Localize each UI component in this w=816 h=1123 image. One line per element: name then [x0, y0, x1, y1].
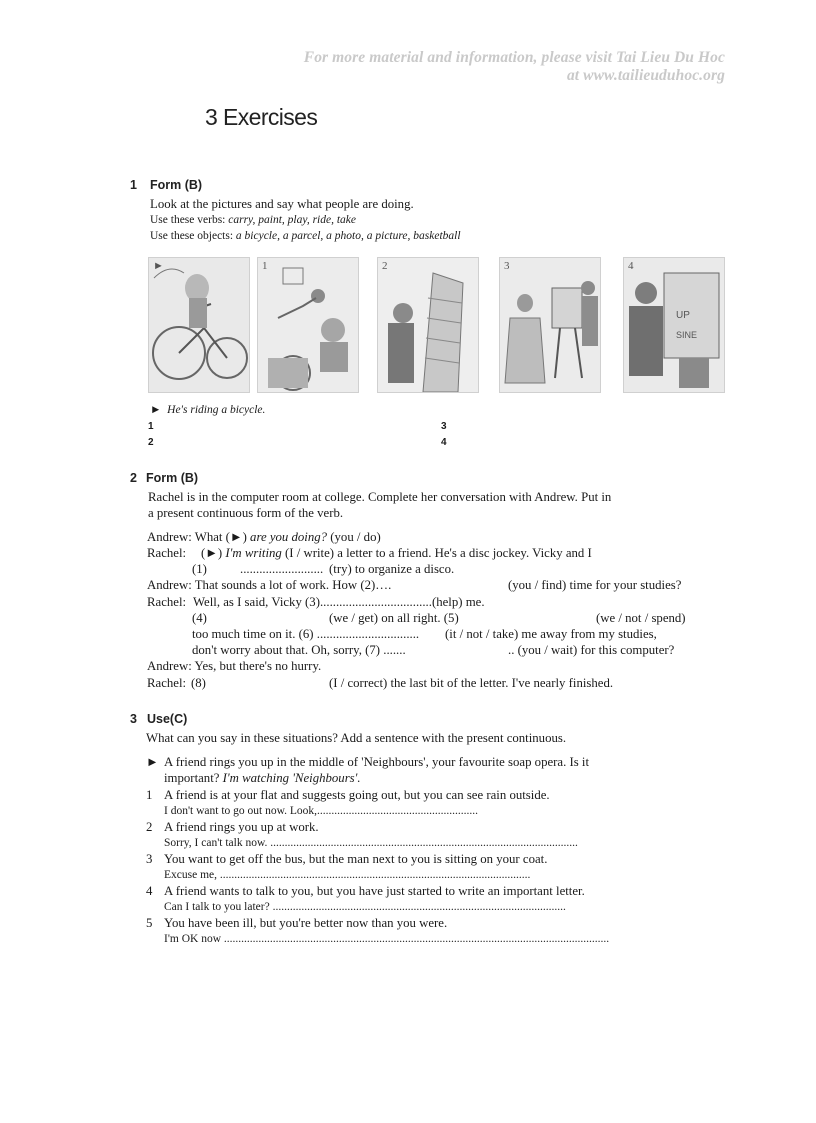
- picture-label: 4: [628, 260, 634, 272]
- answer-1-number: 1: [148, 421, 154, 432]
- chapter-title: 3 Exercises: [205, 104, 318, 130]
- objects-list: a bicycle, a parcel, a photo, a picture, basketball: [235, 230, 461, 242]
- picture-label: 1: [262, 260, 268, 272]
- painting-drawing: [500, 258, 600, 392]
- blank-1-number: (1): [192, 562, 207, 576]
- section-3-number: 3: [130, 712, 137, 726]
- section-1-instruction: Look at the pictures and say what people are doing.: [150, 197, 414, 211]
- dialogue-text: Andrew: What (►): [147, 530, 251, 544]
- verbs-list: carry, paint, play, ride, take: [228, 214, 357, 226]
- bicycle-scene-image: [148, 257, 250, 393]
- painting-scene-image: [499, 257, 601, 393]
- dialogue-text: (you / do): [327, 530, 381, 544]
- item-1-situation: A friend is at your flat and suggests going out, but you can see rain outside.: [164, 788, 550, 802]
- arrow-marker-icon: ►: [150, 404, 162, 416]
- section-1-title: Form (B): [150, 178, 203, 192]
- picture-label: ►: [153, 260, 164, 272]
- dialogue-line-6b: (we / get) on all right. (5): [329, 611, 459, 625]
- example-row: [150, 404, 265, 416]
- section-2-title: Form (B): [146, 471, 199, 485]
- example-answer: He's riding a bicycle.: [167, 404, 266, 416]
- dialogue-line-7a: too much time on it. (6) ................................: [192, 627, 420, 641]
- blank-8-number: (8): [191, 676, 206, 690]
- section-1-objects: [150, 230, 461, 242]
- item-3-answer-line: Excuse me, ............................................................................................................: [164, 869, 531, 881]
- item-3-situation: You want to get off the bus, but the man next to you is sitting on your coat.: [164, 852, 548, 866]
- tower-drawing: [378, 258, 478, 392]
- item-5-number: 5: [146, 916, 153, 930]
- watermark-line-2: at www.tailieuduhoc.org: [566, 67, 725, 84]
- answer-3-number: 3: [441, 421, 447, 432]
- section-3-instruction: What can you say in these situations? Add a sentence with the present continuous.: [146, 731, 567, 745]
- bicycle-drawing: [149, 258, 249, 392]
- section-1-verbs: [150, 214, 356, 226]
- item-4-situation: A friend wants to talk to you, but you have just started to write an important letter.: [164, 884, 585, 898]
- dialogue-line-8b: .. (you / wait) for this computer?: [508, 643, 675, 657]
- dialogue-text: (►): [201, 546, 226, 560]
- section-3-example-marker: ►: [146, 755, 159, 769]
- item-4-answer-line: Can I talk to you later? ......................................................................................................: [164, 901, 566, 913]
- section-3-example-line-2: [164, 771, 361, 786]
- section-2-number: 2: [130, 471, 137, 485]
- basketball-drawing: [258, 258, 358, 392]
- dialogue-line-9: Andrew: Yes, but there's no hurry.: [147, 659, 322, 673]
- verbs-label: Use these verbs:: [150, 214, 229, 226]
- section-1-number: 1: [130, 178, 137, 192]
- dialogue-line-5: Well, as I said, Vicky (3)...................................(help) me.: [193, 595, 485, 609]
- section-2-instruction-1: Rachel is in the computer room at college. Complete her conversation with Andrew. Put in: [148, 490, 612, 504]
- dialogue-line-4a: Andrew: That sounds a lot of work. How (2)….: [147, 578, 392, 592]
- objects-label: Use these objects:: [150, 230, 236, 242]
- dialogue-line-2: [201, 546, 592, 561]
- blank-1-dots: ..........................: [240, 562, 324, 576]
- svg-text:SINE: SINE: [676, 330, 698, 340]
- item-5-situation: You have been ill, but you're better now than you were.: [164, 916, 448, 930]
- item-5-answer-line: I'm OK now ......................................................................................................................................: [164, 933, 610, 945]
- item-3-number: 3: [146, 852, 153, 866]
- item-4-number: 4: [146, 884, 153, 898]
- item-1-number: 1: [146, 788, 153, 802]
- item-2-situation: A friend rings you up at work.: [164, 820, 319, 834]
- dialogue-line-2-speaker: Rachel:: [147, 546, 187, 560]
- example-text: important?: [164, 771, 223, 785]
- answer-2-number: 2: [148, 437, 154, 448]
- section-2-instruction-2: a present continuous form of the verb.: [148, 506, 344, 520]
- example-answer: I'm watching 'Neighbours'.: [222, 771, 361, 785]
- parcel-scene-image: [623, 257, 725, 393]
- item-1-answer-line: I don't want to go out now. Look,........................................................: [164, 805, 479, 817]
- picture-label: 2: [382, 260, 388, 272]
- dialogue-line-10-speaker: Rachel:: [147, 676, 187, 690]
- parcel-drawing: [624, 258, 724, 392]
- section-3-title: Use(C): [147, 712, 188, 726]
- item-2-answer-line: Sorry, I can't talk now. ...........................................................................................................: [164, 837, 578, 849]
- dialogue-line-10: (I / correct) the last bit of the letter. I've nearly finished.: [329, 676, 614, 690]
- item-2-number: 2: [146, 820, 153, 834]
- dialogue-line-6c: (we / not / spend): [596, 611, 686, 625]
- dialogue-example: are you doing?: [250, 530, 328, 544]
- dialogue-line-5-speaker: Rachel:: [147, 595, 187, 609]
- section-3-example-line-1: A friend rings you up in the middle of 'Neighbours', your favourite soap opera. Is it: [164, 755, 590, 769]
- blank-4-number: (4): [192, 611, 207, 625]
- photo-tower-scene-image: [377, 257, 479, 393]
- dialogue-line-4b: (you / find) time for your studies?: [508, 578, 682, 592]
- dialogue-text: (I / write) a letter to a friend. He's a disc jockey. Vicky and I: [281, 546, 592, 560]
- blank-1-hint: (try) to organize a disco.: [329, 562, 455, 576]
- dialogue-line-7b: (it / not / take) me away from my studies,: [445, 627, 657, 641]
- dialogue-line-1: [147, 530, 381, 545]
- basketball-scene-image: [257, 257, 359, 393]
- svg-text:UP: UP: [676, 310, 690, 321]
- dialogue-example: I'm writing: [225, 546, 282, 560]
- watermark-line-1: For more material and information, please visit Tai Lieu Du Hoc: [303, 49, 725, 66]
- dialogue-line-8a: don't worry about that. Oh, sorry, (7) .......: [192, 643, 406, 657]
- answer-4-number: 4: [441, 437, 447, 448]
- picture-label: 3: [504, 260, 510, 272]
